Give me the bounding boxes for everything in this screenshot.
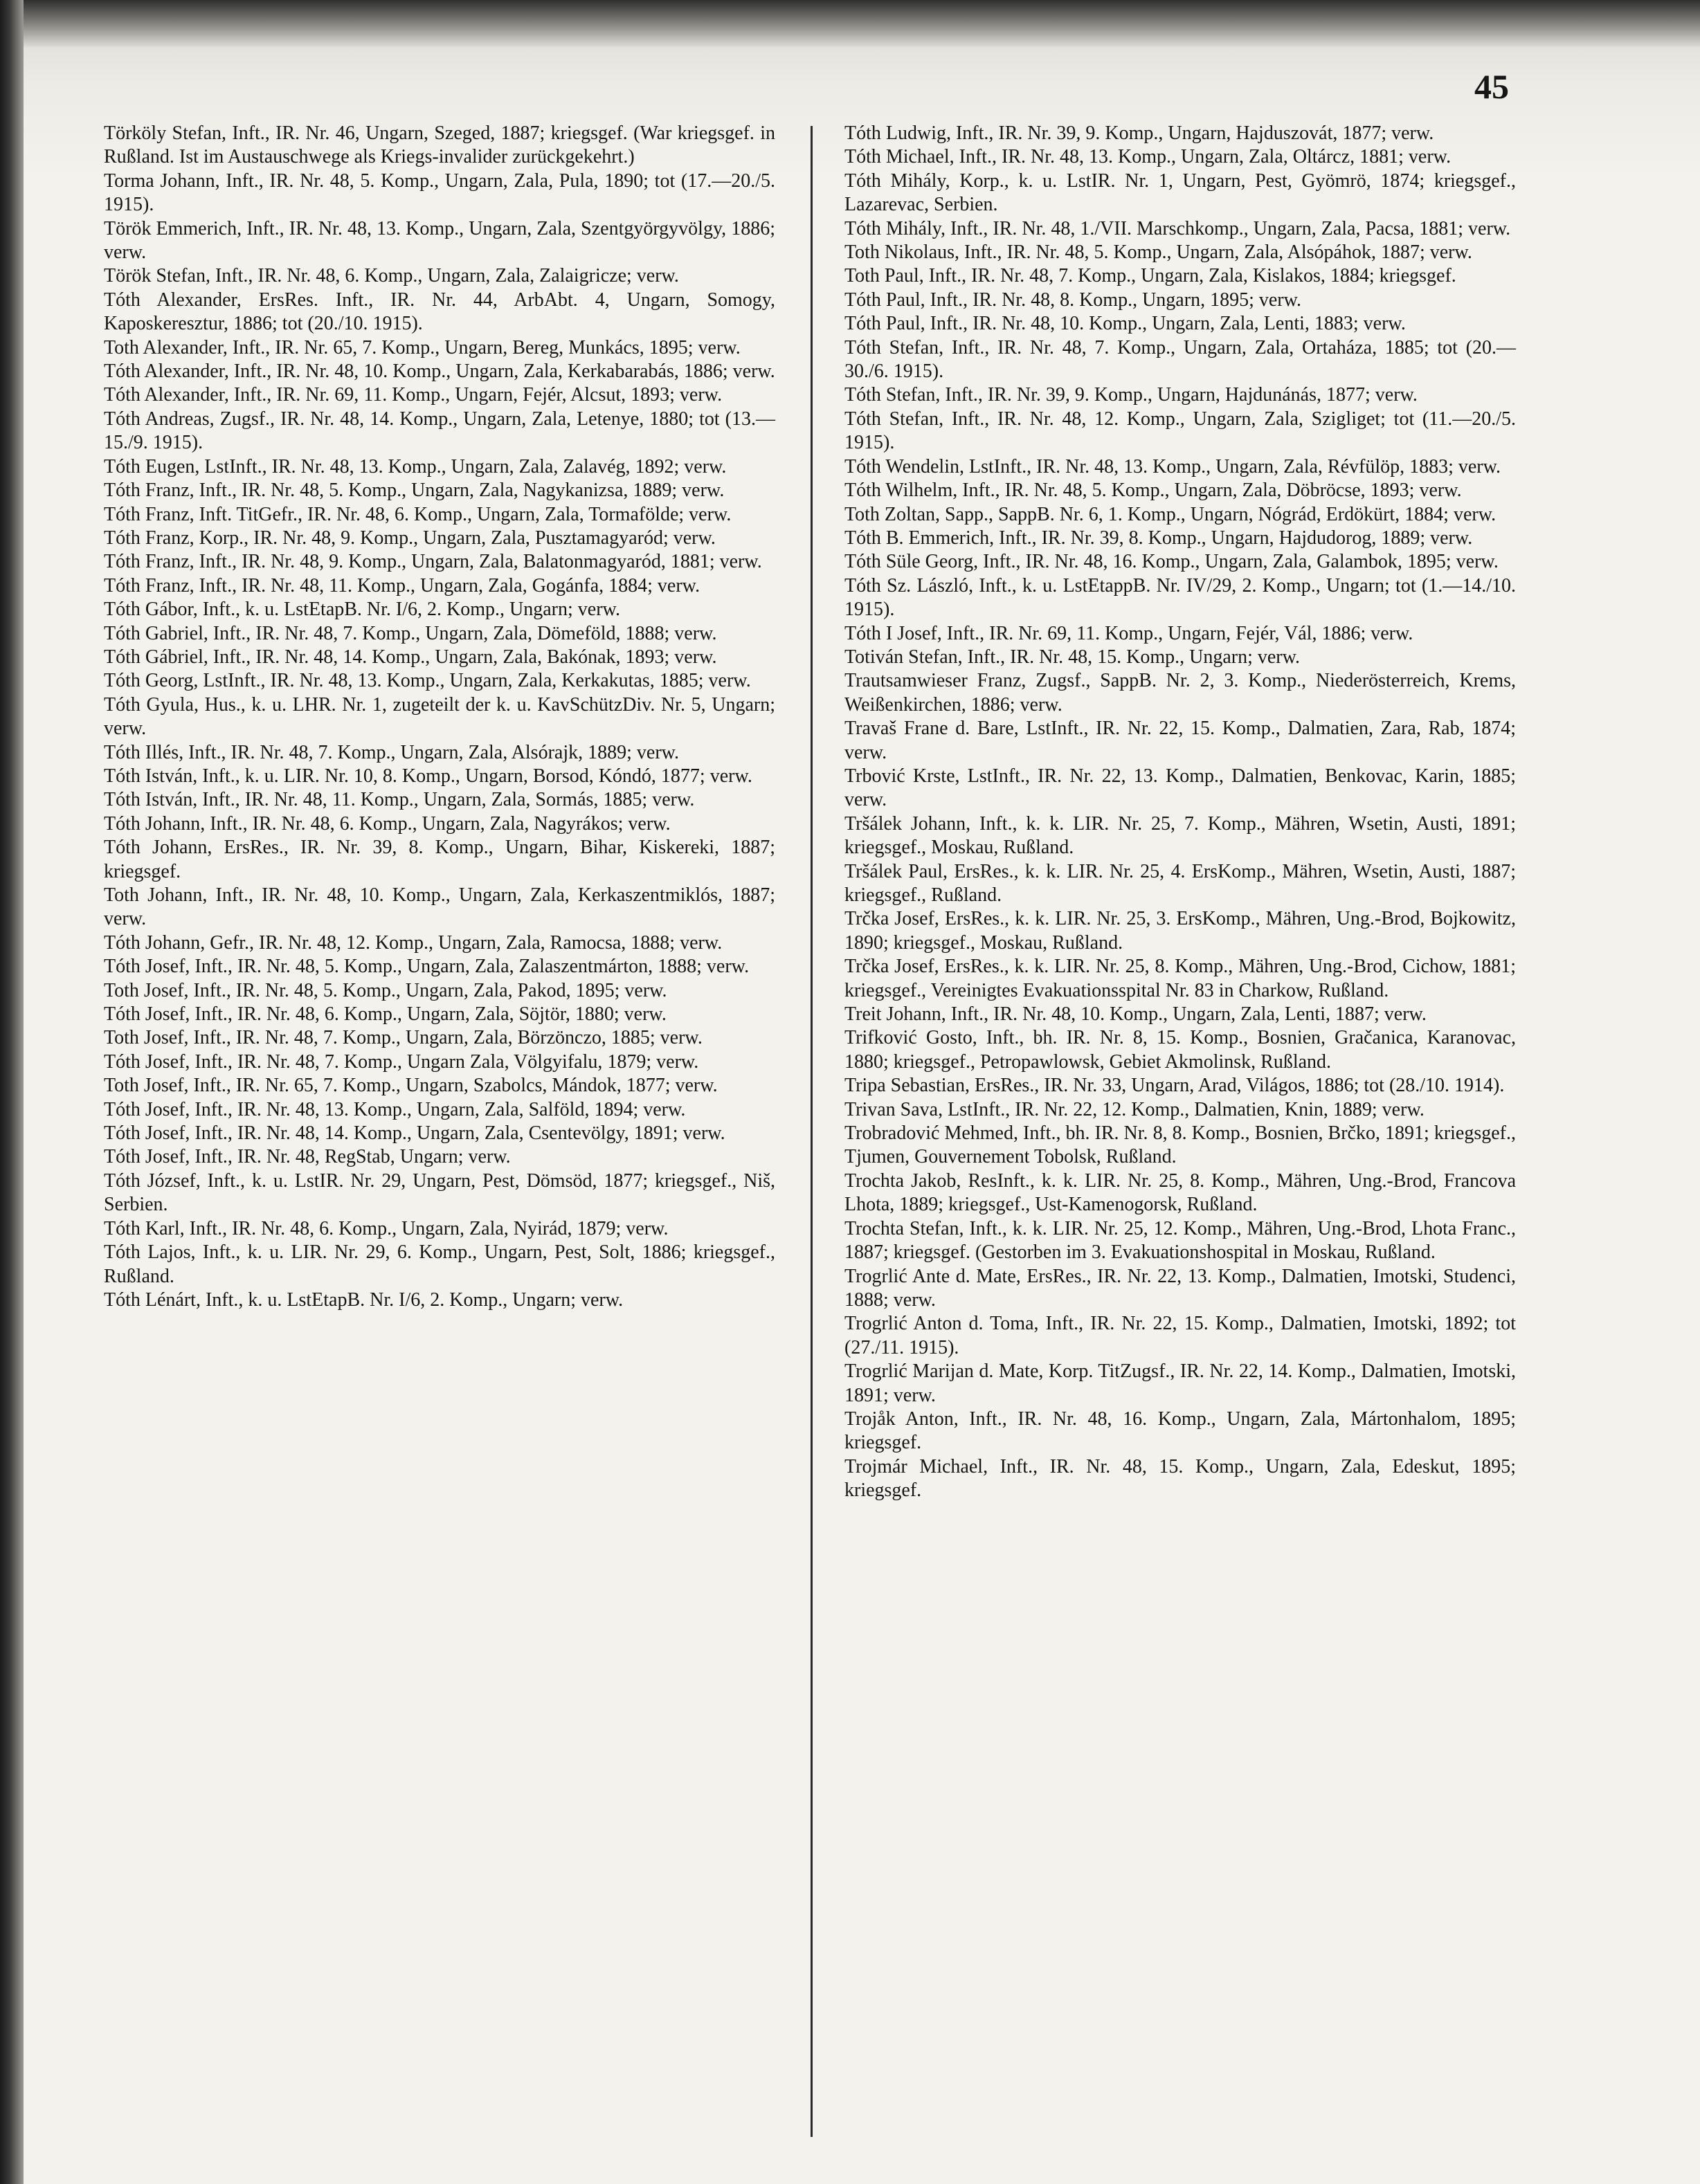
register-entry: Totiván Stefan, Inft., IR. Nr. 48, 15. Komp., Ungarn; verw. bbox=[844, 646, 1300, 668]
register-entry: Tóth Sz. László, Inft., k. u. LstEtappB. Nr. IV/29, 2. Komp., Ungarn; tot (1.—14./10. 1915). bbox=[844, 574, 1516, 621]
register-entry: Trivan Sava, LstInft., IR. Nr. 22, 12. Komp., Dalmatien, Knin, 1889; verw. bbox=[844, 1098, 1425, 1120]
register-entry: Tóth Alexander, Inft., IR. Nr. 48, 10. Komp., Ungarn, Zala, Kerkabarabás, 1886; verw. bbox=[104, 361, 775, 383]
register-entry: Toth Nikolaus, Inft., IR. Nr. 48, 5. Komp., Ungarn, Zala, Alsópáhok, 1887; verw. bbox=[844, 242, 1472, 264]
register-entry: Tóth Mihály, Korp., k. u. LstIR. Nr. 1, Ungarn, Pest, Gyömrö, 1874; kriegsgef., Lazarevac, Serbien. bbox=[844, 170, 1516, 216]
register-entry: Toth Alexander, Inft., IR. Nr. 65, 7. Komp., Ungarn, Bereg, Munkács, 1895; verw. bbox=[104, 336, 741, 358]
register-entry: Tóth Gabriel, Inft., IR. Nr. 48, 7. Komp., Ungarn, Zala, Dömeföld, 1888; verw. bbox=[104, 622, 717, 644]
register-entry: Tóth B. Emmerich, Inft., IR. Nr. 39, 8. Komp., Ungarn, Hajdudorog, 1889; verw. bbox=[844, 527, 1473, 549]
register-entry: Tóth Franz, Korp., IR. Nr. 48, 9. Komp., Ungarn, Zala, Pusztamagyaród; verw. bbox=[104, 527, 716, 549]
register-entry: Tóth Karl, Inft., IR. Nr. 48, 6. Komp., Ungarn, Zala, Nyirád, 1879; verw. bbox=[104, 1217, 669, 1239]
register-entry: Tóth Gábor, Inft., k. u. LstEtapB. Nr. I/6, 2. Komp., Ungarn; verw. bbox=[104, 599, 620, 621]
register-entry: Trautsamwieser Franz, Zugsf., SappB. Nr. 2, 3. Komp., Niederösterreich, Krems, Weißenkirchen, 1886; verw. bbox=[844, 670, 1516, 716]
register-entry: Tóth Josef, Inft., IR. Nr. 48, 14. Komp., Ungarn, Zala, Csentevölgy, 1891; verw. bbox=[104, 1122, 725, 1145]
register-entry: Tóth Josef, Inft., IR. Nr. 48, 7. Komp., Ungarn Zala, Völgyifalu, 1879; verw. bbox=[104, 1050, 699, 1073]
register-entry: Toth Josef, Inft., IR. Nr. 48, 5. Komp., Ungarn, Zala, Pakod, 1895; verw. bbox=[104, 979, 667, 1001]
register-entry: Tóth Franz, Inft., IR. Nr. 48, 5. Komp., Ungarn, Zala, Nagykanizsa, 1889; verw. bbox=[104, 480, 725, 502]
register-entry: Tóth Josef, Inft., IR. Nr. 48, RegStab, Ungarn; verw. bbox=[104, 1146, 511, 1168]
register-entry: Tóth Franz, Inft. TitGefr., IR. Nr. 48, 6. Komp., Ungarn, Zala, Tormafölde; verw. bbox=[104, 503, 732, 525]
register-entry: Tóth Mihály, Inft., IR. Nr. 48, 1./VII. Marschkomp., Ungarn, Zala, Pacsa, 1881; verw. bbox=[844, 217, 1511, 239]
register-entry: Tóth Lénárt, Inft., k. u. LstEtapB. Nr. I/6, 2. Komp., Ungarn; verw. bbox=[104, 1289, 624, 1311]
register-entry: Tóth Georg, LstInft., IR. Nr. 48, 13. Komp., Ungarn, Zala, Kerkakutas, 1885; verw. bbox=[104, 670, 751, 692]
register-entry: Tóth Paul, Inft., IR. Nr. 48, 8. Komp., Ungarn, 1895; verw. bbox=[844, 289, 1301, 311]
register-entry: Tóth Paul, Inft., IR. Nr. 48, 10. Komp., Ungarn, Zala, Lenti, 1883; verw. bbox=[844, 313, 1406, 335]
register-entry: Trobradović Mehmed, Inft., bh. IR. Nr. 8, 8. Komp., Bosnien, Brčko, 1891; kriegsgef., Tjumen, Gouvernement Tobolsk, Rußland. bbox=[844, 1122, 1516, 1168]
register-entry: Török Stefan, Inft., IR. Nr. 48, 6. Komp., Ungarn, Zala, Zalaigricze; verw. bbox=[104, 265, 679, 287]
register-entry: Trogrlić Anton d. Toma, Inft., IR. Nr. 22, 15. Komp., Dalmatien, Imotski, 1892; tot (27./11. 1915). bbox=[844, 1313, 1516, 1358]
register-entry: Toth Johann, Inft., IR. Nr. 48, 10. Komp., Ungarn, Zala, Kerkaszentmiklós, 1887; verw. bbox=[104, 884, 775, 930]
register-entry: Tóth Wendelin, LstInft., IR. Nr. 48, 13. Komp., Ungarn, Zala, Révfülöp, 1883; verw. bbox=[844, 455, 1501, 477]
register-entry: Tóth Franz, Inft., IR. Nr. 48, 11. Komp., Ungarn, Zala, Gogánfa, 1884; verw. bbox=[104, 574, 700, 597]
page-number: 45 bbox=[1474, 67, 1509, 106]
register-entry: Torma Johann, Inft., IR. Nr. 48, 5. Komp., Ungarn, Zala, Pula, 1890; tot (17.—20./5. 1915). bbox=[104, 170, 775, 216]
register-entry: Tóth Illés, Inft., IR. Nr. 48, 7. Komp., Ungarn, Zala, Alsórajk, 1889; verw. bbox=[104, 741, 680, 763]
register-entry: Tripa Sebastian, ErsRes., IR. Nr. 33, Ungarn, Arad, Világos, 1886; tot (28./10. 1914). bbox=[844, 1075, 1505, 1097]
register-entry: Tóth Johann, Inft., IR. Nr. 48, 6. Komp., Ungarn, Zala, Nagyrákos; verw. bbox=[104, 812, 671, 835]
register-entry: Török Emmerich, Inft., IR. Nr. 48, 13. Komp., Ungarn, Zala, Szentgyörgyvölgy, 1886; verw. bbox=[104, 217, 775, 264]
register-entry: Tóth István, Inft., k. u. LIR. Nr. 10, 8. Komp., Ungarn, Borsod, Kóndó, 1877; verw. bbox=[104, 765, 752, 787]
register-entry: Trbović Krste, LstInft., IR. Nr. 22, 13. Komp., Dalmatien, Benkovac, Karin, 1885; verw. bbox=[844, 765, 1516, 811]
register-entry: Trochta Stefan, Inft., k. k. LIR. Nr. 25, 12. Komp., Mähren, Ung.-Brod, Lhota Franc., 1887; kriegsgef. (Gestorben im 3. Evakuationshospital in Moskau, Rußland. bbox=[844, 1217, 1516, 1264]
register-entry: Tóth I Josef, Inft., IR. Nr. 69, 11. Komp., Ungarn, Fejér, Vál, 1886; verw. bbox=[844, 622, 1413, 644]
register-entry: Tóth Johann, Gefr., IR. Nr. 48, 12. Komp., Ungarn, Zala, Ramocsa, 1888; verw. bbox=[104, 931, 723, 954]
column-divider bbox=[811, 126, 813, 2137]
page-left-edge bbox=[0, 0, 24, 2184]
register-entry: Tóth István, Inft., IR. Nr. 48, 11. Komp., Ungarn, Zala, Sormás, 1885; verw. bbox=[104, 789, 695, 811]
register-entry: Trogrlić Ante d. Mate, ErsRes., IR. Nr. 22, 13. Komp., Dalmatien, Imotski, Studenci, 1888; verw. bbox=[844, 1265, 1516, 1311]
register-entry: Tóth Eugen, LstInft., IR. Nr. 48, 13. Komp., Ungarn, Zala, Zalavég, 1892; verw. bbox=[104, 455, 727, 477]
left-column bbox=[104, 122, 775, 1312]
register-entry: Trčka Josef, ErsRes., k. k. LIR. Nr. 25, 8. Komp., Mähren, Ung.-Brod, Cichow, 1881; kriegsgef., Vereinigtes Evakuationsspital Nr. 83 in Charkow, Rußland. bbox=[844, 956, 1516, 1001]
register-entry: Tóth Alexander, ErsRes. Inft., IR. Nr. 44, ArbAbt. 4, Ungarn, Somogy, Kaposkeresztur, 1886; tot (20./10. 1915). bbox=[104, 289, 775, 335]
register-entry: Travaš Frane d. Bare, LstInft., IR. Nr. 22, 15. Komp., Dalmatien, Zara, Rab, 1874; verw. bbox=[844, 718, 1516, 763]
register-entry: Tršálek Paul, ErsRes., k. k. LIR. Nr. 25, 4. ErsKomp., Mähren, Wsetin, Austi, 1887; kriegsgef., Rußland. bbox=[844, 860, 1516, 906]
register-entry: Trčka Josef, ErsRes., k. k. LIR. Nr. 25, 3. ErsKomp., Mähren, Ung.-Brod, Bojkowitz, 1890; kriegsgef., Moskau, Rußland. bbox=[844, 908, 1516, 954]
register-entry: Trogrlić Marijan d. Mate, Korp. TitZugsf., IR. Nr. 22, 14. Komp., Dalmatien, Imotski, 1891; verw. bbox=[844, 1361, 1516, 1406]
register-entry: Tóth Stefan, Inft., IR. Nr. 48, 7. Komp., Ungarn, Zala, Ortaháza, 1885; tot (20.—30./6. 1915). bbox=[844, 336, 1516, 383]
register-entry: Tóth Gyula, Hus., k. u. LHR. Nr. 1, zugeteilt der k. u. KavSchützDiv. Nr. 5, Ungarn; verw. bbox=[104, 693, 775, 740]
register-entry: Trifković Gosto, Inft., bh. IR. Nr. 8, 15. Komp., Bosnien, Gračanica, Karanovac, 1880; kriegsgef., Petropawlowsk, Gebiet Akmolinsk, Rußland. bbox=[844, 1027, 1516, 1073]
register-entry: Tóth Michael, Inft., IR. Nr. 48, 13. Komp., Ungarn, Zala, Oltárcz, 1881; verw. bbox=[844, 146, 1452, 168]
register-entry: Tóth Ludwig, Inft., IR. Nr. 39, 9. Komp., Ungarn, Hajduszovát, 1877; verw. bbox=[844, 122, 1434, 144]
register-entry: Tóth Franz, Inft., IR. Nr. 48, 9. Komp., Ungarn, Zala, Balatonmagyaród, 1881; verw. bbox=[104, 551, 762, 573]
register-entry: Trojåk Anton, Inft., IR. Nr. 48, 16. Komp., Ungarn, Zala, Mártonhalom, 1895; kriegsgef. bbox=[844, 1408, 1516, 1454]
register-entry: Tóth Süle Georg, Inft., IR. Nr. 48, 16. Komp., Ungarn, Zala, Galambok, 1895; verw. bbox=[844, 551, 1499, 573]
register-entry: Trojmár Michael, Inft., IR. Nr. 48, 15. Komp., Ungarn, Zala, Edeskut, 1895; kriegsgef. bbox=[844, 1455, 1516, 1502]
register-entry: Toth Paul, Inft., IR. Nr. 48, 7. Komp., Ungarn, Zala, Kislakos, 1884; kriegsgef. bbox=[844, 265, 1456, 287]
register-entry: Tóth Alexander, Inft., IR. Nr. 69, 11. Komp., Ungarn, Fejér, Alcsut, 1893; verw. bbox=[104, 384, 723, 406]
register-entry: Tóth József, Inft., k. u. LstIR. Nr. 29, Ungarn, Pest, Dömsöd, 1877; kriegsgef., Niš, Serbien. bbox=[104, 1170, 775, 1216]
register-entry: Tršálek Johann, Inft., k. k. LIR. Nr. 25, 7. Komp., Mähren, Wsetin, Austi, 1891; kriegsgef., Moskau, Rußland. bbox=[844, 812, 1516, 859]
register-entry: Toth Josef, Inft., IR. Nr. 65, 7. Komp., Ungarn, Szabolcs, Mándok, 1877; verw. bbox=[104, 1075, 718, 1097]
register-entry: Tóth Josef, Inft., IR. Nr. 48, 5. Komp., Ungarn, Zala, Zalaszentmárton, 1888; verw. bbox=[104, 956, 750, 978]
page-top-shadow bbox=[0, 0, 1700, 48]
register-entry: Tóth Johann, ErsRes., IR. Nr. 39, 8. Komp., Ungarn, Bihar, Kiskereki, 1887; kriegsgef. bbox=[104, 837, 775, 882]
register-entry: Tóth Josef, Inft., IR. Nr. 48, 6. Komp., Ungarn, Zala, Söjtör, 1880; verw. bbox=[104, 1003, 667, 1026]
register-entry: Törköly Stefan, Inft., IR. Nr. 46, Ungarn, Szeged, 1887; kriegsgef. (War kriegsgef. in Rußland. Ist im Austauschwege als Kriegs-invalider zurückgekehrt.) bbox=[104, 122, 775, 168]
register-entry: Tóth Lajos, Inft., k. u. LIR. Nr. 29, 6. Komp., Ungarn, Pest, Solt, 1886; kriegsgef., Rußland. bbox=[104, 1241, 775, 1287]
register-entry: Treit Johann, Inft., IR. Nr. 48, 10. Komp., Ungarn, Zala, Lenti, 1887; verw. bbox=[844, 1003, 1427, 1026]
register-entry: Tóth Wilhelm, Inft., IR. Nr. 48, 5. Komp., Ungarn, Zala, Döbröcse, 1893; verw. bbox=[844, 480, 1462, 502]
register-entry: Trochta Jakob, ResInft., k. k. LIR. Nr. 25, 8. Komp., Mähren, Ung.-Brod, Francova Lhota, 1889; kriegsgef., Ust-Kamenogorsk, Rußland. bbox=[844, 1170, 1516, 1216]
right-column bbox=[844, 122, 1516, 1503]
register-entry: Toth Zoltan, Sapp., SappB. Nr. 6, 1. Komp., Ungarn, Nógrád, Erdökürt, 1884; verw. bbox=[844, 503, 1496, 525]
register-entry: Tóth Stefan, Inft., IR. Nr. 39, 9. Komp., Ungarn, Hajdunánás, 1877; verw. bbox=[844, 384, 1418, 406]
register-entry: Tóth Josef, Inft., IR. Nr. 48, 13. Komp., Ungarn, Zala, Salföld, 1894; verw. bbox=[104, 1098, 686, 1120]
register-entry: Tóth Andreas, Zugsf., IR. Nr. 48, 14. Komp., Ungarn, Zala, Letenye, 1880; tot (13.—15./9. 1915). bbox=[104, 408, 775, 454]
register-entry: Tóth Stefan, Inft., IR. Nr. 48, 12. Komp., Ungarn, Zala, Szigliget; tot (11.—20./5. 1915). bbox=[844, 408, 1516, 454]
register-entry: Tóth Gábriel, Inft., IR. Nr. 48, 14. Komp., Ungarn, Zala, Bakónak, 1893; verw. bbox=[104, 646, 717, 668]
register-entry: Toth Josef, Inft., IR. Nr. 48, 7. Komp., Ungarn, Zala, Börzönczo, 1885; verw. bbox=[104, 1027, 703, 1049]
